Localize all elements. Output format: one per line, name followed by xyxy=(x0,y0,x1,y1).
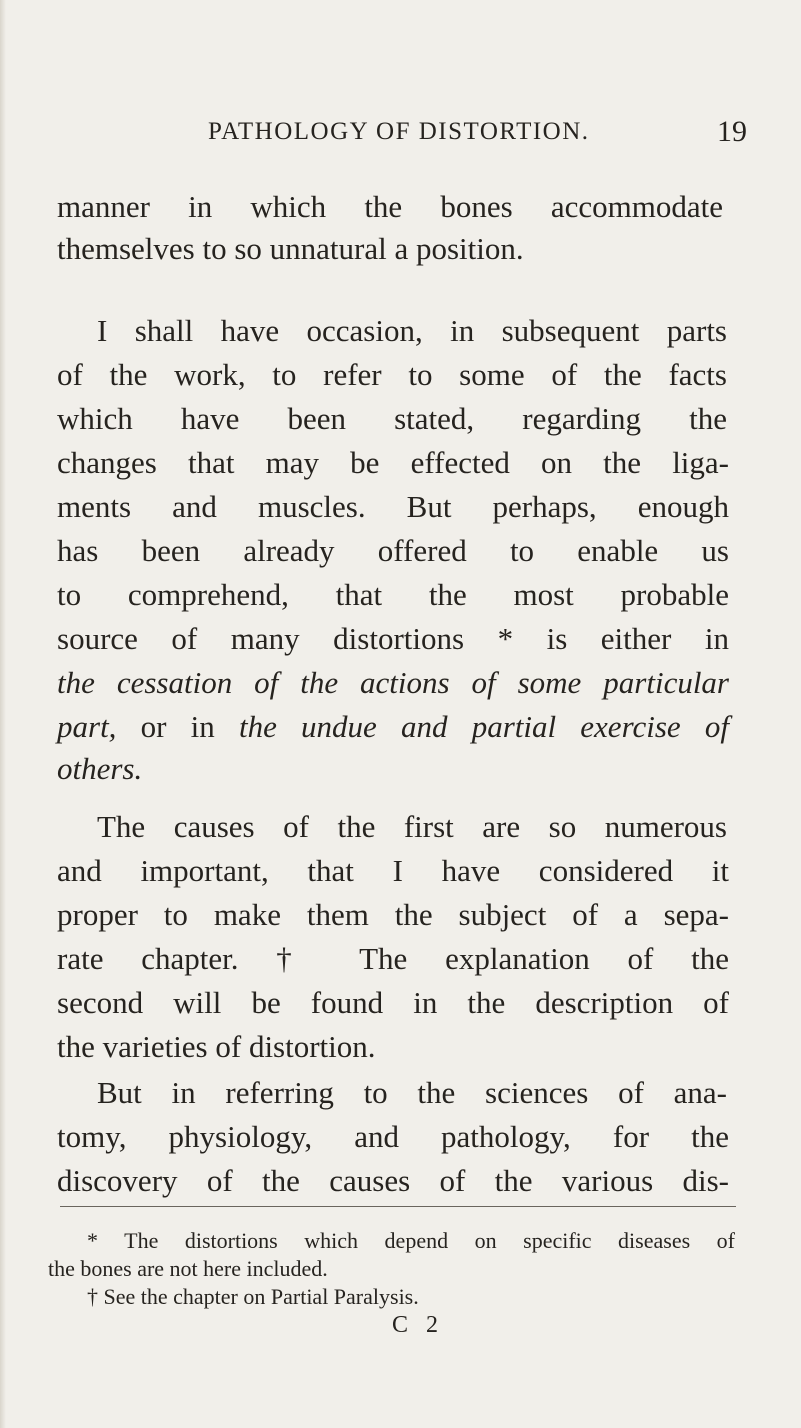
italic-text-line: the cessation of the actions of some particular xyxy=(57,665,729,700)
text-line: themselves to so unnatural a position. xyxy=(57,231,524,266)
text-line: discovery of the causes of the various dis- xyxy=(57,1163,729,1198)
text-line: of the work, to refer to some of the facts xyxy=(57,357,727,392)
roman-span: or in xyxy=(116,709,239,744)
text-line: has been already offered to enable us xyxy=(57,533,729,568)
italic-span: part, xyxy=(57,709,117,744)
text-line: proper to make them the subject of a sepa- xyxy=(57,897,729,932)
italic-text-line: others. xyxy=(57,751,143,786)
running-head xyxy=(0,115,801,158)
text-line: ments and muscles. But perhaps, enough xyxy=(57,489,729,524)
page-number: 19 xyxy=(717,115,747,148)
footnote-1: * The distortions which depend on specific diseases of xyxy=(87,1228,735,1253)
paragraph-first-line: I shall have occasion, in subsequent parts xyxy=(97,313,727,348)
text-line: changes that may be effected on the liga- xyxy=(57,445,729,480)
text-line: and important, that I have considered it xyxy=(57,853,729,888)
text-line: which have been stated, regarding the xyxy=(57,401,727,436)
text-line: tomy, physiology, and pathology, for the xyxy=(57,1119,729,1154)
text-line: source of many distortions * is either in xyxy=(57,621,729,656)
footnote-1-continuation: the bones are not here included. xyxy=(48,1256,328,1281)
text-line: the varieties of distortion. xyxy=(57,1029,376,1064)
text-line: rate chapter. † The explanation of the xyxy=(57,941,729,976)
page-edge-shadow xyxy=(0,0,6,1428)
paragraph-first-line: The causes of the first are so numerous xyxy=(97,809,727,844)
mixed-text-line xyxy=(57,709,729,745)
text-line: manner in which the bones accommodate xyxy=(57,189,723,224)
footnote-rule xyxy=(60,1206,736,1207)
paragraph-first-line: But in referring to the sciences of ana- xyxy=(97,1075,727,1110)
italic-span: the undue and partial exercise of xyxy=(238,709,729,744)
text-line: second will be found in the description of xyxy=(57,985,729,1020)
text-line: to comprehend, that the most probable xyxy=(57,577,729,612)
running-title: PATHOLOGY OF DISTORTION. xyxy=(208,118,590,145)
footnote-2: † See the chapter on Partial Paralysis. xyxy=(87,1284,419,1309)
signature-mark: C 2 xyxy=(392,1312,445,1338)
